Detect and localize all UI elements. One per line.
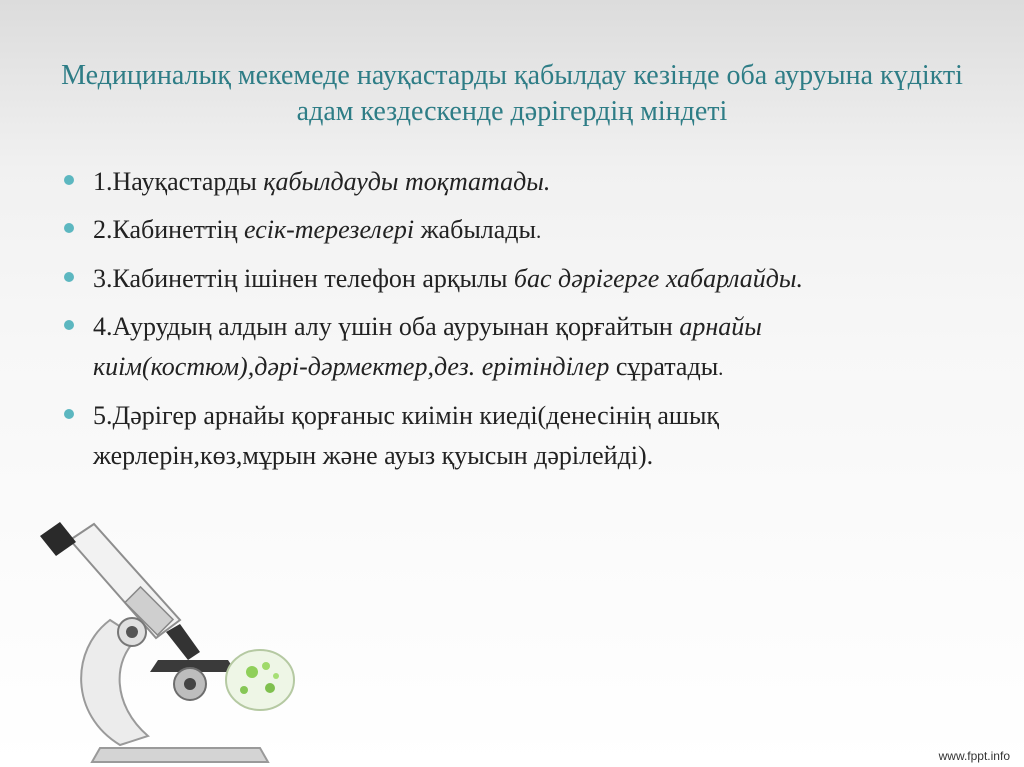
microscope-illustration xyxy=(30,500,300,767)
bullet-2-text: 2.Кабинеттің xyxy=(93,215,244,244)
bullet-item-5 xyxy=(60,396,940,476)
bullet-item-2 xyxy=(60,210,940,251)
bullet-item-1 xyxy=(60,162,940,202)
bullet-3-text: 3.Кабинеттің ішінен телефон арқылы xyxy=(93,264,514,293)
bullet-2-dot: . xyxy=(536,219,542,243)
bullet-icon xyxy=(64,320,74,330)
bullet-icon xyxy=(64,272,74,282)
bullet-item-4 xyxy=(60,307,940,388)
bullet-3-emphasis: бас дәрігерге хабарлайды. xyxy=(513,264,804,293)
bullet-list xyxy=(60,162,940,484)
bullet-2-emphasis: есік-терезелері xyxy=(244,215,415,244)
bullet-1-emphasis: қабылдауды тоқтатады. xyxy=(263,167,551,196)
bullet-4-rest: сұратады xyxy=(609,352,719,381)
bullet-5-text: 5.Дәрігер арнайы қорғаныс киімін киеді(денесінің ашық жерлерін,көз,мұрын және ауыз қуысын дәрілейді). xyxy=(93,401,720,470)
bullet-4-dot: . xyxy=(718,356,724,380)
bullet-icon xyxy=(64,223,74,233)
footer-url: www.fppt.info xyxy=(938,749,1010,763)
bullet-4-emphasis: арнайы киім(костюм),дәрі-дәрмектер,дез. ерітінділер xyxy=(93,312,762,381)
bullet-item-3 xyxy=(60,259,940,299)
bullet-1-text: 1.Науқастарды xyxy=(93,167,264,196)
bullet-icon xyxy=(64,409,74,419)
bullet-4-text: 4.Аурудың алдын алу үшін оба ауруынан қорғайтын xyxy=(93,312,680,341)
bullet-icon xyxy=(64,175,74,185)
bullet-2-rest: жабылады xyxy=(414,215,537,244)
slide-title: Медициналық мекемеде науқастарды қабылдау кезінде оба ауруына күдікті адам кездескенде дәрігердің міндеті xyxy=(61,60,963,127)
